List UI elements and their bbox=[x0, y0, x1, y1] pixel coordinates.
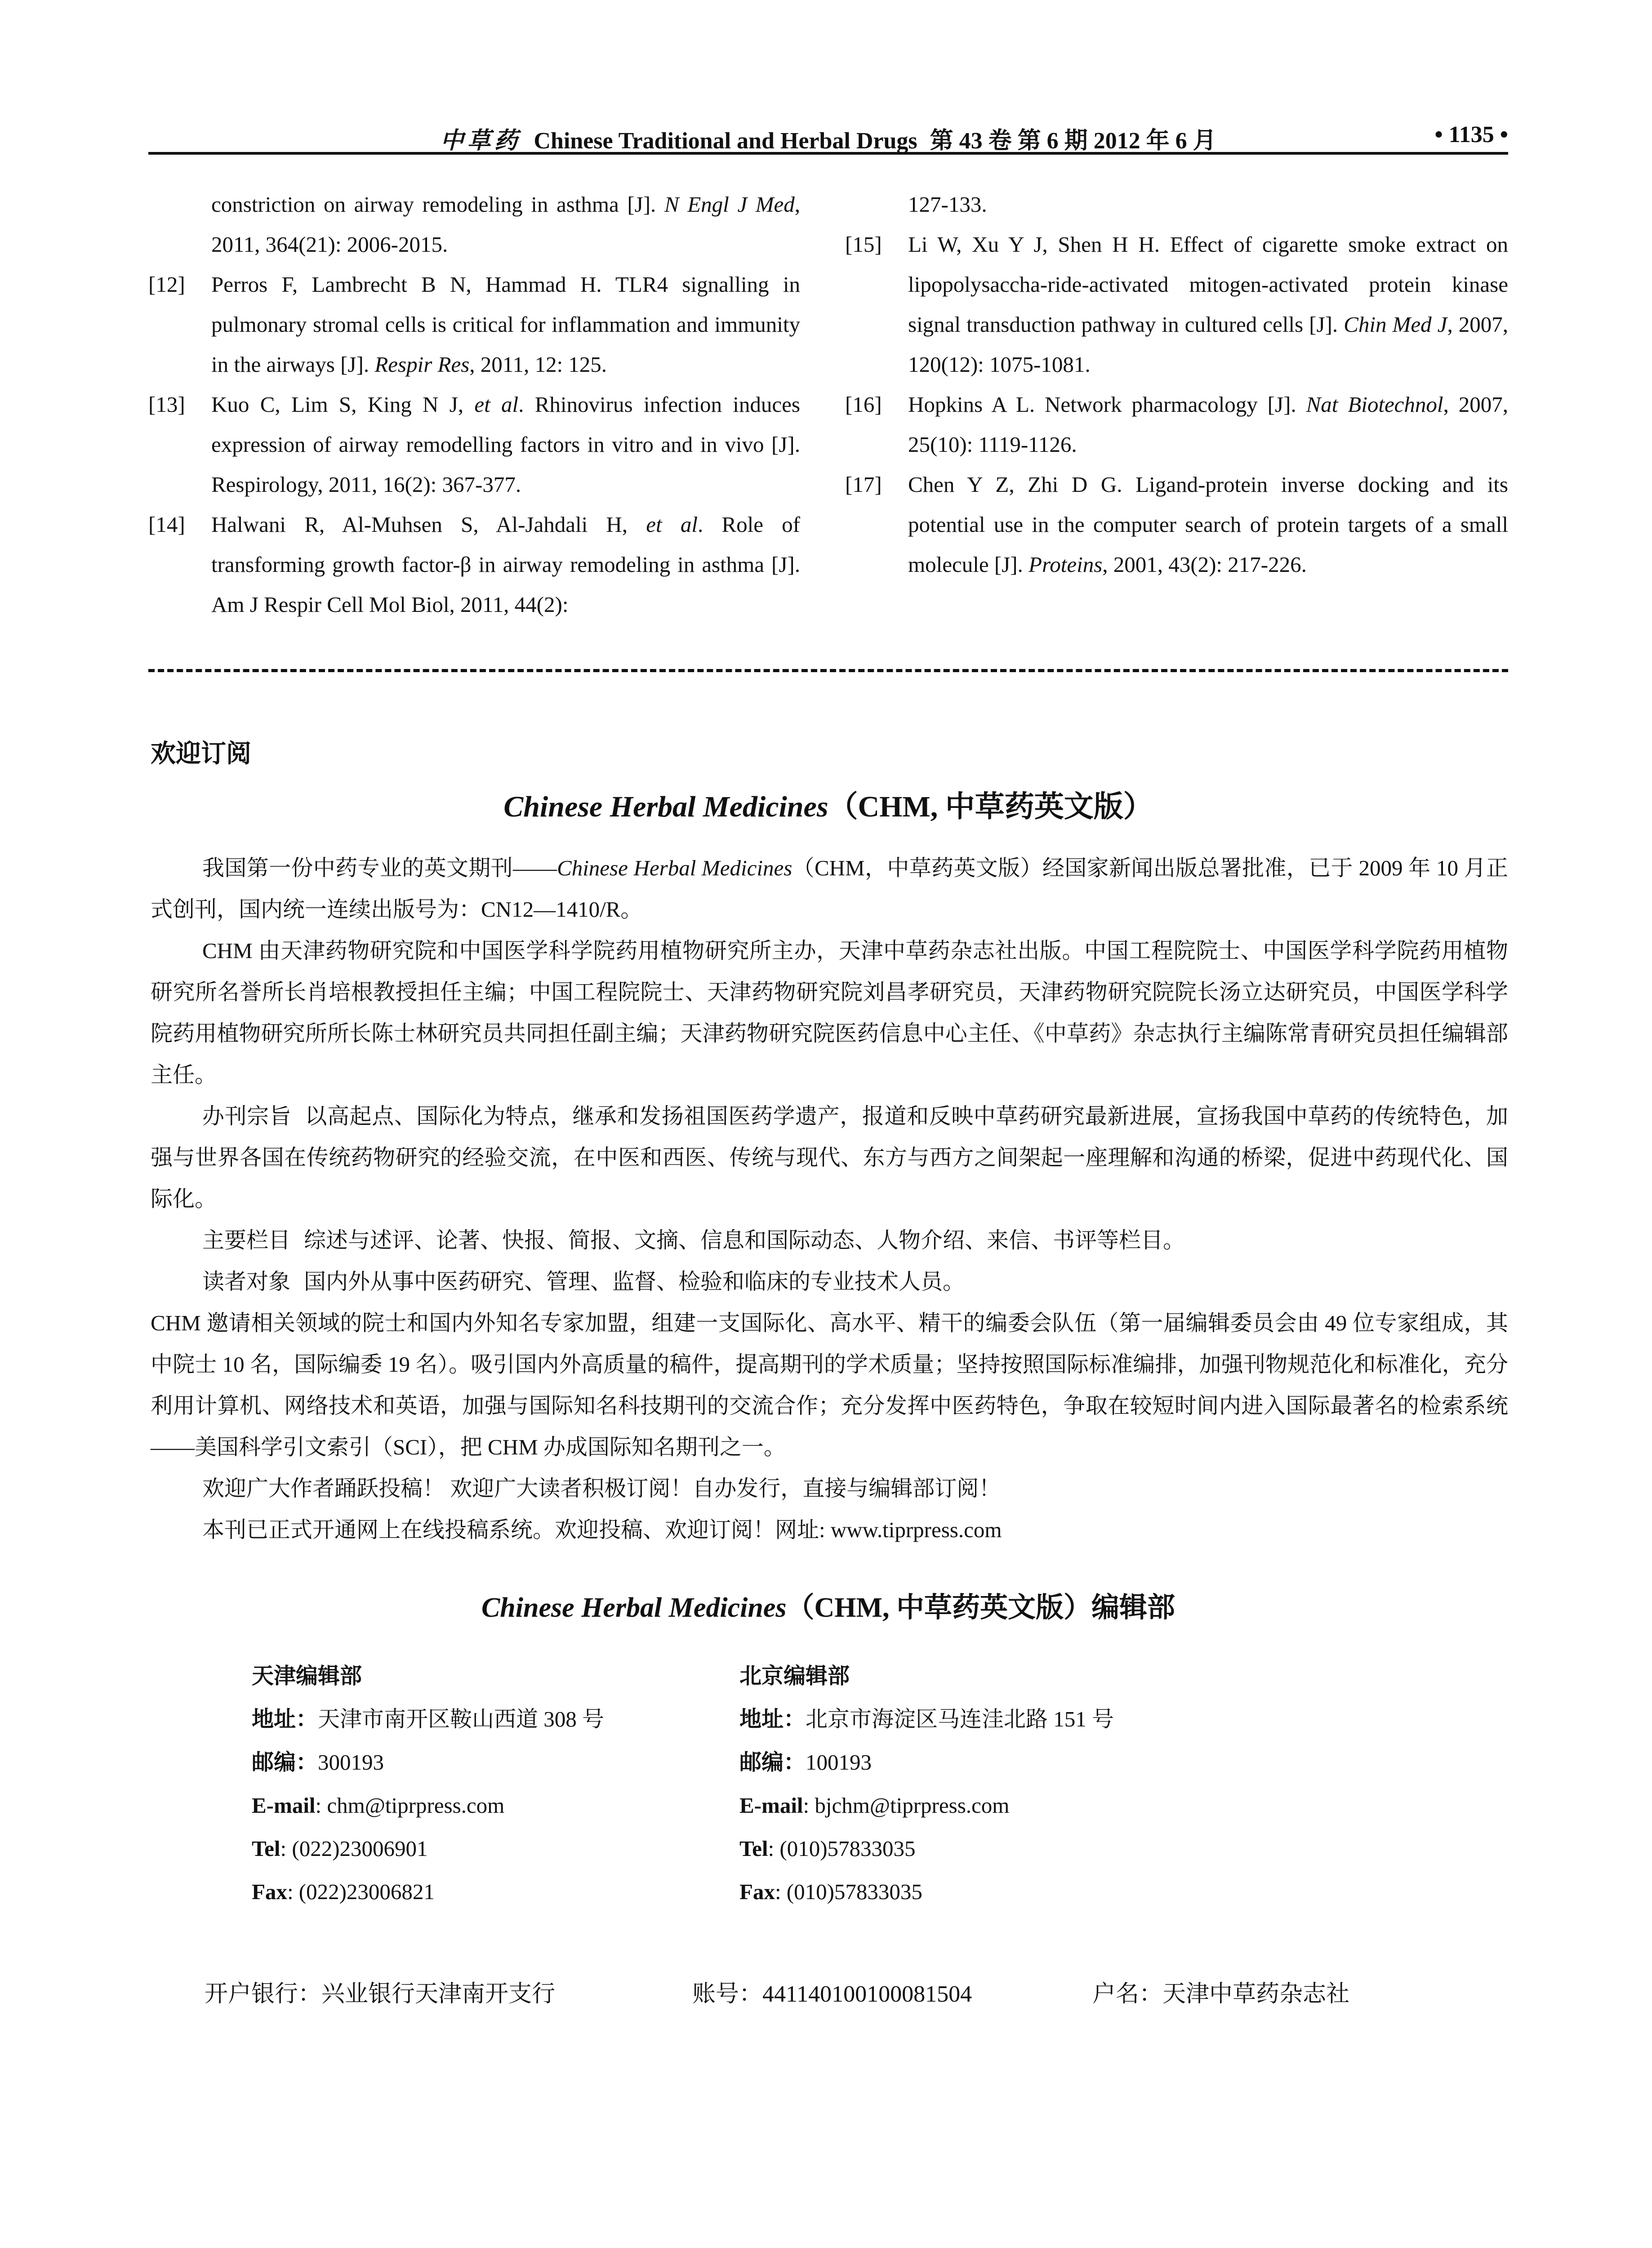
tianjin-office-contacts bbox=[252, 1655, 746, 1913]
email-label: E-mail bbox=[739, 1793, 803, 1818]
journal-name-en: Chinese Traditional and Herbal Drugs bbox=[534, 128, 917, 154]
paragraph bbox=[151, 847, 1508, 930]
office-name: 天津编辑部 bbox=[252, 1663, 362, 1689]
announcement-title bbox=[148, 782, 1508, 825]
address-label: 地址： bbox=[739, 1707, 806, 1731]
reference-item bbox=[148, 184, 800, 264]
reference-number: [14] bbox=[148, 512, 185, 537]
references-right-column bbox=[845, 184, 1508, 584]
reference-item bbox=[845, 464, 1508, 584]
account-label: 账号： bbox=[692, 1980, 763, 2007]
paragraph-lead: 主要栏目 bbox=[202, 1227, 291, 1253]
tel-label: Tel bbox=[252, 1836, 281, 1861]
address-value: 天津市南开区鞍山西道 308 号 bbox=[318, 1707, 605, 1731]
account-holder: 户名：天津中草药杂志社 bbox=[1092, 1980, 1350, 2007]
fax-label: Fax bbox=[252, 1879, 287, 1904]
paragraph-lead: 读者对象 bbox=[202, 1269, 291, 1294]
reference-item bbox=[148, 504, 800, 624]
issue-info: 第 43 卷 第 6 期 2012 年 6 月 bbox=[930, 128, 1216, 154]
references-left-column bbox=[148, 184, 800, 624]
reference-journal: Proteins bbox=[1029, 552, 1103, 577]
reference-number: [17] bbox=[845, 472, 882, 497]
reference-text: Perros F, Lambrecht B N, Hammad H. TLR4 signalling in pulmonary stromal cells is critical for inflammation and immunity in the airways [J]. bbox=[211, 272, 800, 377]
reference-journal: N Engl J Med bbox=[664, 192, 795, 217]
reference-item bbox=[845, 224, 1508, 384]
reference-item bbox=[845, 384, 1508, 464]
paragraph-lead: 办刊宗旨 bbox=[202, 1103, 292, 1129]
fax-value: : (010)57833035 bbox=[775, 1879, 922, 1904]
zip-line bbox=[252, 1741, 746, 1784]
email-value: : chm@tiprpress.com bbox=[315, 1793, 505, 1818]
reference-text: Halwani R, Al-Muhsen S, Al-Jahdali H, bbox=[211, 512, 646, 537]
editorial-title-en: Chinese Herbal Medicines bbox=[481, 1592, 787, 1623]
reference-journal: Respir Res bbox=[374, 352, 470, 377]
reference-text: . Role of transforming growth factor-β in airway remodeling in asthma [J]. Am J Respir Cell Mol Biol, 2011, 44(2): bbox=[211, 512, 800, 617]
reference-text: , 2007, 120(12): 1075-1081. bbox=[908, 312, 1509, 377]
paragraph bbox=[151, 1220, 1508, 1261]
paragraph: CHM 由天津药物研究院和中国医学科学院药用植物研究所主办，天津中草药杂志社出版。中国工程院院士、中国医学科学院药用植物研究所名誉所长肖培根教授担任主编；中国工程院院士、天津药物研究院刘昌孝研究员，天津药物研究院院长汤立达研究员，中国医学科学院药用植物研究所所长陈士林研究员共同担任副主编；天津药物研究院医药信息中心主任、《中草药》杂志执行主编陈常青研究员担任编辑部主任。 bbox=[151, 938, 1508, 1087]
tel-label: Tel bbox=[739, 1836, 768, 1861]
email-label: E-mail bbox=[252, 1793, 316, 1818]
bank-account bbox=[692, 1975, 972, 2008]
reference-number: [16] bbox=[845, 392, 882, 417]
section-divider bbox=[148, 669, 1508, 672]
page-number: • 1135 • bbox=[1434, 122, 1508, 147]
reference-text: Li W, Xu Y J, Shen H H. Effect of cigarette smoke extract on lipopolysaccha-ride-activated mitogen-activated protein kinase signal transduction pathway in cultured cells [J]. bbox=[908, 232, 1508, 337]
announcement-title-en: Chinese Herbal Medicines bbox=[503, 790, 828, 823]
paragraph-text: 我国第一份中药专业的英文期刊—— bbox=[202, 856, 557, 880]
beijing-office-contacts bbox=[739, 1655, 1234, 1913]
paragraph: CHM 邀请相关领域的院士和国内外知名专家加盟，组建一支国际化、高水平、精干的编委会队伍（第一届编辑委员会由 49 位专家组成，其中院士 10 名，国际编委 19 名）。吸引国内外高质量的稿件，提高期刊的学术质量；坚持按照国际标准编排，加强刊物规范化和标准化，充分利用计算机、网络技术和英语，加强与国际知名科技期刊的交流合作；充分发挥中医药特色，争取在较短时间内进入国际最著名的检索系统——美国科学引文索引（SCI），把 CHM 办成国际知名期刊之一。 bbox=[151, 1311, 1508, 1459]
zip-label: 邮编： bbox=[252, 1750, 318, 1775]
paragraph-journal: Chinese Herbal Medicines bbox=[557, 856, 793, 880]
running-header bbox=[148, 118, 1508, 154]
fax-line bbox=[739, 1870, 1234, 1913]
paragraph bbox=[151, 1261, 1508, 1302]
address-line bbox=[252, 1698, 746, 1741]
address-label: 地址： bbox=[252, 1707, 318, 1731]
editorial-title-cn: （CHM, 中草药英文版）编辑部 bbox=[786, 1592, 1176, 1623]
fax-label: Fax bbox=[739, 1879, 775, 1904]
account-number: 441140100100081504 bbox=[762, 1981, 972, 2007]
paragraph-text: 国内外从事中医药研究、管理、监督、检验和临床的专业技术人员。 bbox=[304, 1269, 965, 1294]
reference-text: constriction on airway remodeling in asthma [J]. bbox=[211, 192, 664, 217]
reference-text: , 2007, 25(10): 1119-1126. bbox=[908, 392, 1508, 457]
reference-number: [12] bbox=[148, 272, 185, 297]
editorial-office-title bbox=[148, 1585, 1508, 1625]
reference-text: 127-133. bbox=[908, 192, 987, 217]
reference-journal: Nat Biotechnol bbox=[1306, 392, 1443, 417]
journal-name-cn: 中草药 bbox=[440, 128, 521, 154]
header-rule bbox=[148, 152, 1508, 155]
reference-text: . Rhinovirus infection induces expression of airway remodelling factors in vitro and in vivo [J]. Respirology, 2011, 16(2): 367-377. bbox=[211, 392, 800, 497]
zip-line bbox=[739, 1741, 1234, 1784]
paragraph: 本刊已正式开通网上在线投稿系统。欢迎投稿、欢迎订阅！网址: www.tiprpress.com bbox=[202, 1517, 1002, 1542]
address-value: 北京市海淀区马连洼北路 151 号 bbox=[806, 1707, 1114, 1731]
zip-value: 100193 bbox=[806, 1750, 872, 1775]
bank-name: 开户银行：兴业银行天津南开支行 bbox=[205, 1980, 556, 2007]
reference-text: , 2011, 12: 125. bbox=[469, 352, 607, 377]
reference-journal: et al bbox=[646, 512, 698, 537]
tel-line bbox=[739, 1827, 1234, 1870]
paragraph-text: 综述与述评、论著、快报、简报、文摘、信息和国际动态、人物介绍、来信、书评等栏目。 bbox=[304, 1228, 1185, 1253]
tel-value: : (022)23006901 bbox=[280, 1836, 428, 1861]
tel-value: : (010)57833035 bbox=[768, 1836, 916, 1861]
office-name: 北京编辑部 bbox=[739, 1663, 850, 1689]
reference-text: , 2011, 364(21): 2006-2015. bbox=[211, 192, 801, 257]
fax-line bbox=[252, 1870, 746, 1913]
reference-text: Hopkins A L. Network pharmacology [J]. bbox=[908, 392, 1306, 417]
running-header-title bbox=[148, 121, 1508, 155]
paragraph-text: 以高起点、国际化为特点，继承和发扬祖国医药学遗产，报道和反映中草药研究最新进展，宣扬我国中草药的传统特色，加强与世界各国在传统药物研究的经验交流，在中医和西医、传统与现代、东方与西方之间架起一座理解和沟通的桥梁，促进中药现代化、国际化。 bbox=[151, 1104, 1508, 1211]
paragraph bbox=[151, 1096, 1508, 1220]
paragraph-text: （CHM，中草药英文版）经国家新闻出版总署批准，已于 2009 年 10 月正式创刊，国内统一连续出版号为：CN12—1410/R。 bbox=[151, 856, 1508, 922]
fax-value: : (022)23006821 bbox=[287, 1879, 435, 1904]
zip-value: 300193 bbox=[318, 1750, 384, 1775]
zip-label: 邮编： bbox=[739, 1750, 806, 1775]
announcement-title-cn: （CHM, 中草药英文版） bbox=[828, 790, 1153, 823]
tel-line bbox=[252, 1827, 746, 1870]
reference-journal: Chin Med J bbox=[1344, 312, 1447, 337]
email-value: : bjchm@tiprpress.com bbox=[803, 1793, 1010, 1818]
address-line bbox=[739, 1698, 1234, 1741]
email-line bbox=[252, 1784, 746, 1827]
paragraph: 欢迎广大作者踊跃投稿！ 欢迎广大读者积极订阅！自办发行，直接与编辑部订阅！ bbox=[202, 1476, 1001, 1501]
reference-text: Chen Y Z, Zhi D G. Ligand-protein inverse docking and its potential use in the computer search of protein targets of a small molecule [J]. bbox=[908, 472, 1508, 577]
email-line bbox=[739, 1784, 1234, 1827]
announcement-body bbox=[151, 847, 1508, 1551]
reference-number: [15] bbox=[845, 232, 882, 257]
reference-text: , 2001, 43(2): 217-226. bbox=[1102, 552, 1307, 577]
reference-item bbox=[148, 264, 800, 384]
reference-journal: et al bbox=[474, 392, 519, 417]
reference-item bbox=[148, 384, 800, 504]
reference-item bbox=[845, 184, 1508, 224]
section-label: 欢迎订阅 bbox=[151, 739, 251, 768]
reference-number: [13] bbox=[148, 392, 185, 417]
reference-text: Kuo C, Lim S, King N J, bbox=[211, 392, 475, 417]
